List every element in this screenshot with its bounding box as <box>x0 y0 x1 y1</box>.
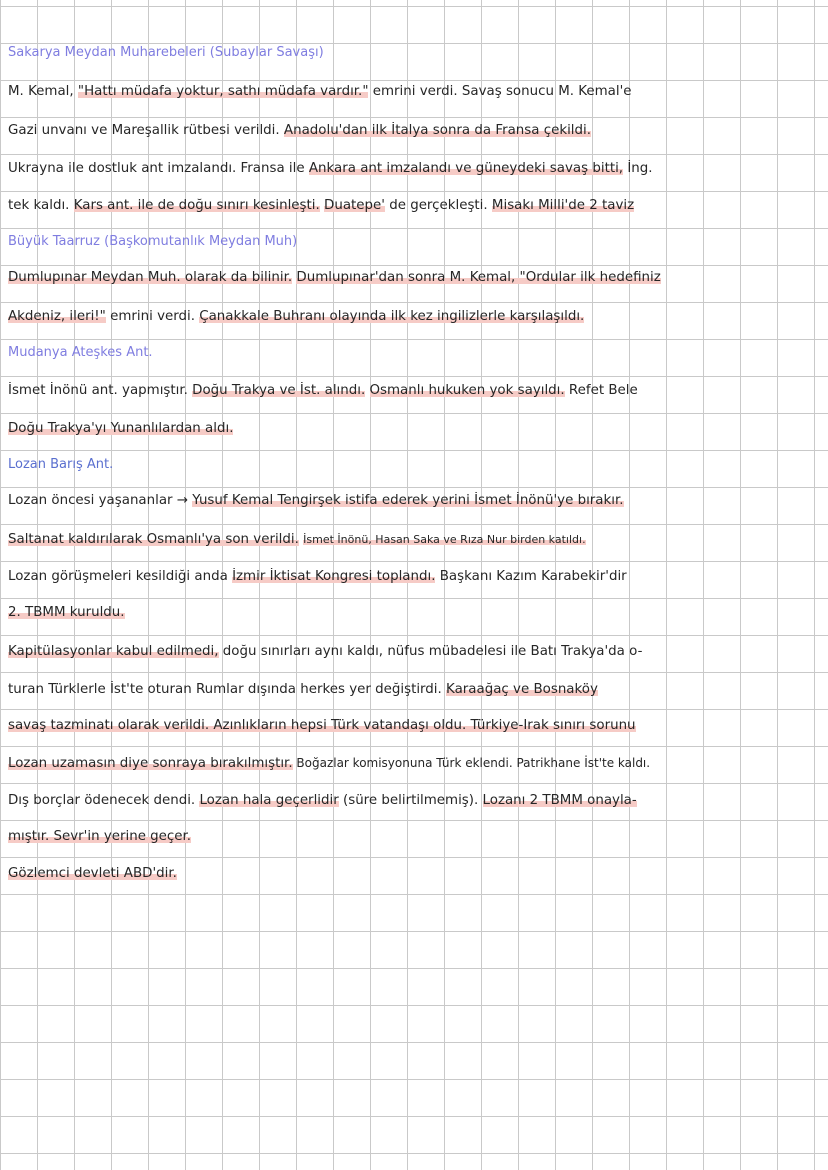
note-line: 2. TBMM kuruldu. <box>8 605 125 620</box>
note-line: M. Kemal, "Hattı müdafa yoktur, sathı müdafa vardır." emrini verdi. Savaş sonucu M. Kemal'e <box>8 84 632 99</box>
section-title-mudanya: Mudanya Ateşkes Ant. <box>8 345 153 360</box>
note-line: Dış borçlar ödenecek dendi. Lozan hala geçerlidir (süre belirtilmemiş). Lozanı 2 TBMM onayla- <box>8 793 637 808</box>
note-line: Doğu Trakya'yı Yunanlılardan aldı. <box>8 421 234 436</box>
note-line: Dumlupınar Meydan Muh. olarak da bilinir. Dumlupınar'dan sonra M. Kemal, "Ordular ilk hedefiniz <box>8 270 661 285</box>
section-title-sakarya: Sakarya Meydan Muharebeleri (Subaylar Savaşı) <box>8 45 324 60</box>
note-line: Lozan öncesi yaşananlar → Yusuf Kemal Tengirşek istifa ederek yerini İsmet İnönü'ye bırakır. <box>8 493 624 508</box>
note-line: Ukrayna ile dostluk ant imzalandı. Fransa ile Ankara ant imzalandı ve güneydeki savaş bitti, İng. <box>8 161 653 176</box>
note-line: Lozan görüşmeleri kesildiği anda İzmir İktisat Kongresi toplandı. Başkanı Kazım Karabekir'dir <box>8 569 627 584</box>
note-line: Gazi unvanı ve Mareşallik rütbesi verildi. Anadolu'dan ilk İtalya sonra da Fransa çekildi. <box>8 123 591 138</box>
note-line: İsmet İnönü ant. yapmıştır. Doğu Trakya ve İst. alındı. Osmanlı hukuken yok sayıldı. Refet Bele <box>8 383 638 398</box>
note-line: Saltanat kaldırılarak Osmanlı'ya son verildi. İsmet İnönü, Hasan Saka ve Rıza Nur birden katıldı. <box>8 532 586 547</box>
section-title-lozan: Lozan Barış Ant. <box>8 457 114 472</box>
note-line: Akdeniz, ileri!" emrini verdi. Çanakkale Buhranı olayında ilk kez ingilizlerle karşılaşıldı. <box>8 309 585 324</box>
section-title-buyuk-taarruz: Büyük Taarruz (Başkomutanlık Meydan Muh) <box>8 234 298 249</box>
note-line: Lozan uzamasın diye sonraya bırakılmıştır. Boğazlar komisyonuna Türk eklendi. Patrikhane İst'te kaldı. <box>8 756 651 771</box>
note-line: tek kaldı. Kars ant. ile de doğu sınırı kesinleşti. Duatepe' de gerçekleşti. Misakı Milli'de 2 taviz <box>8 198 635 213</box>
note-line: Gözlemci devleti ABD'dir. <box>8 866 177 881</box>
note-line: mıştır. Sevr'in yerine geçer. <box>8 829 192 844</box>
note-line: savaş tazminatı olarak verildi. Azınlıkların hepsi Türk vatandaşı oldu. Türkiye-Irak sınırı sorunu <box>8 718 636 733</box>
note-line: Kapitülasyonlar kabul edilmedi, doğu sınırları aynı kaldı, nüfus mübadelesi ile Batı Trakya'da o- <box>8 644 643 659</box>
note-line: turan Türklerle İst'te oturan Rumlar dışında herkes yer değiştirdi. Karaağaç ve Bosnaköy <box>8 682 598 697</box>
